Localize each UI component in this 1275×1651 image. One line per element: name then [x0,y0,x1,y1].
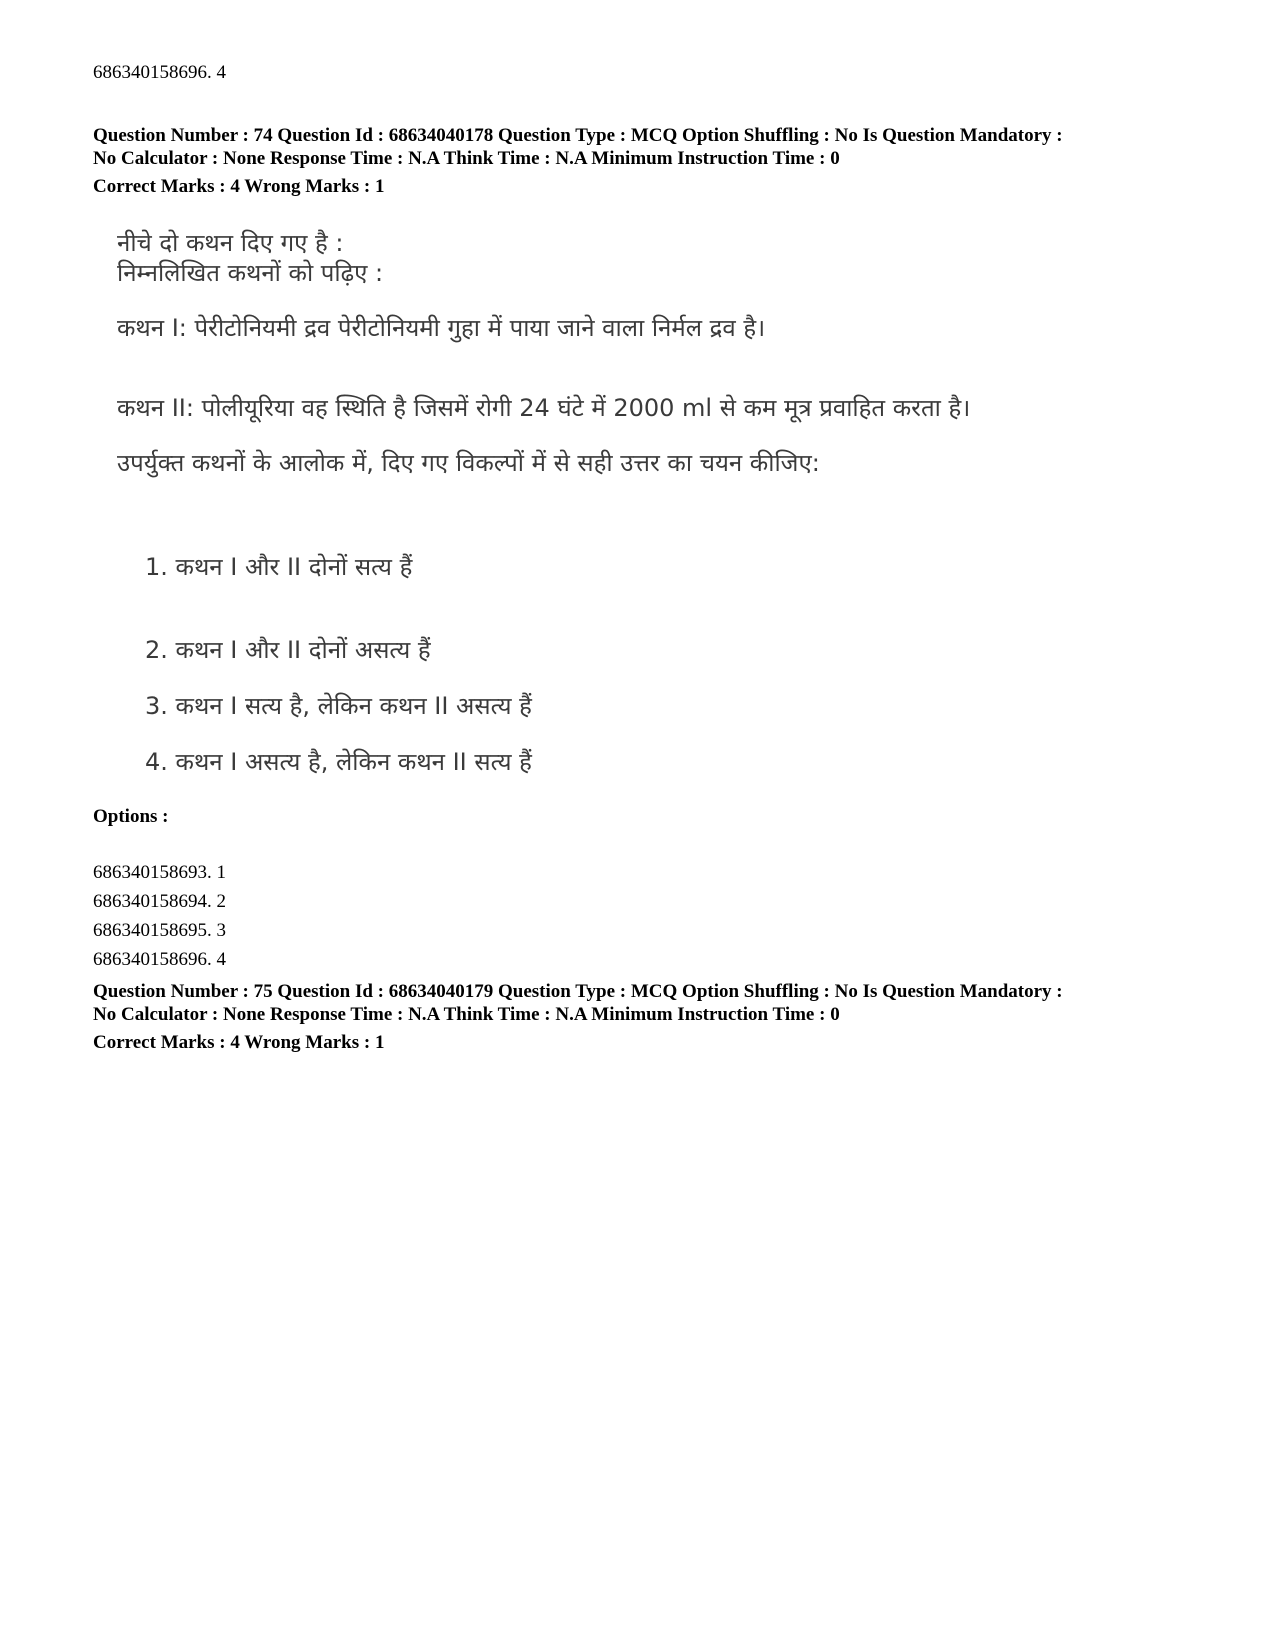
question-75-metadata [93,980,1203,1026]
choice-3: 3. कथन I सत्य है, लेकिन कथन II असत्य हैं [145,692,532,720]
option-2: 686340158694. 2 [93,891,226,912]
statement-1: कथन I: पेरीटोनियमी द्रव पेरीटोनियमी गुहा में पाया जाने वाला निर्मल द्रव है। [117,314,766,342]
choice-2: 2. कथन I और II दोनों असत्य हैं [145,636,431,664]
question-75-meta-line1: Question Number : 75 Question Id : 68634040179 Question Type : MCQ Option Shuffling : No Is Question Mandatory : [93,981,1063,1002]
question-74-metadata [93,124,1203,170]
options-label: Options : [93,806,169,827]
choice-1: 1. कथन I और II दोनों सत्य हैं [145,553,413,581]
options-list [93,858,226,974]
option-4: 686340158696. 4 [93,949,226,970]
question-intro-line2: निम्नलिखित कथनों को पढ़िए : [117,259,384,287]
question-74-marks: Correct Marks : 4 Wrong Marks : 1 [93,176,385,197]
previous-option-line: 686340158696. 4 [93,62,226,83]
question-instruction: उपर्युक्त कथनों के आलोक में, दिए गए विकल्पों में से सही उत्तर का चयन कीजिए: [117,449,820,477]
question-intro-line1: नीचे दो कथन दिए गए है : [117,229,344,257]
choice-4: 4. कथन I असत्य है, लेकिन कथन II सत्य हैं [145,748,532,776]
question-75-meta-line2: No Calculator : None Response Time : N.A Think Time : N.A Minimum Instruction Time : 0 [93,1004,840,1025]
statement-2: कथन II: पोलीयूरिया वह स्थिति है जिसमें रोगी 24 घंटे में 2000 ml से कम मूत्र प्रवाहित करता है। [117,394,971,422]
option-1: 686340158693. 1 [93,862,226,883]
question-75-marks: Correct Marks : 4 Wrong Marks : 1 [93,1032,385,1053]
question-74-meta-line2: No Calculator : None Response Time : N.A Think Time : N.A Minimum Instruction Time : 0 [93,148,840,169]
question-74-meta-line1: Question Number : 74 Question Id : 68634040178 Question Type : MCQ Option Shuffling : No Is Question Mandatory : [93,125,1063,146]
option-3: 686340158695. 3 [93,920,226,941]
